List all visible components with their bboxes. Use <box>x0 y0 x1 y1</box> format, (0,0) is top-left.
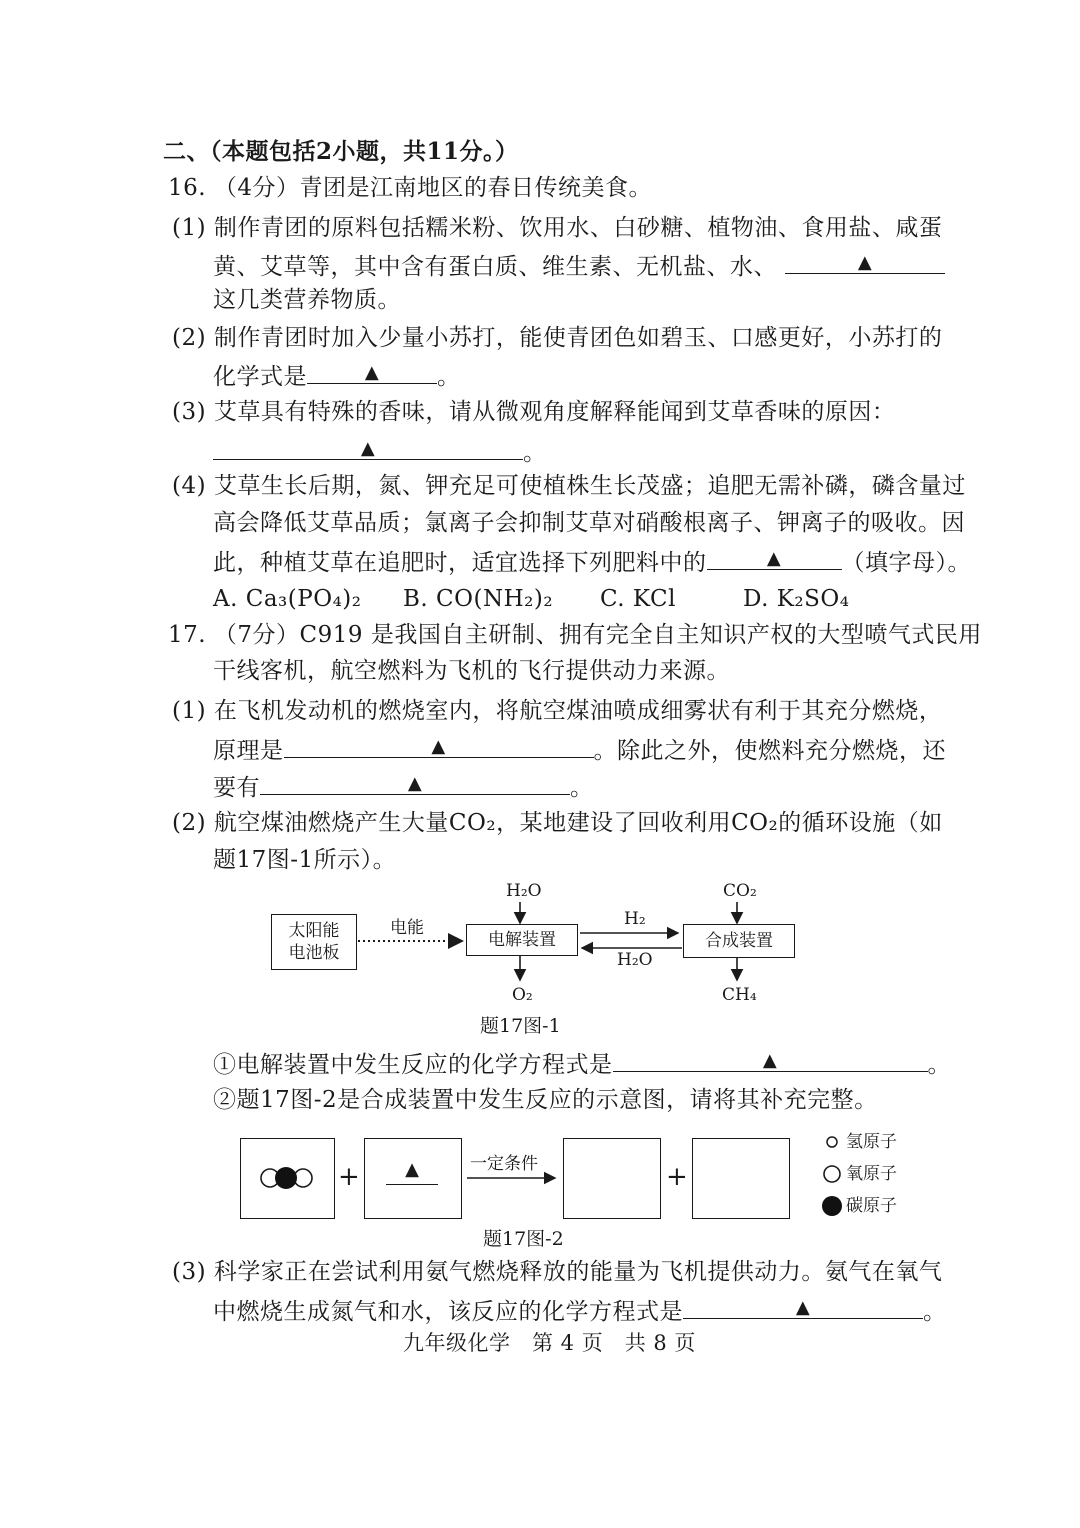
q17-stem-line1: 17. （7分）C919 是我国自主研制、拥有完全自主知识产权的大型喷气式民用 <box>168 622 982 648</box>
q17-part1-text2: 要有 <box>213 775 260 801</box>
answer-marker: ▲ <box>762 1050 778 1071</box>
q16-part2-line2: 化学式是 ▲ 。 <box>213 359 461 392</box>
section-heading: 二、（本题包括2小题，共11分。） <box>163 138 519 165</box>
q17-part2-line2: 题17图-1所示）。 <box>213 847 397 873</box>
product-water-box <box>692 1138 790 1219</box>
q16-part4-text: 此，种植艾草在追肥时，适宜选择下列肥料中的 <box>213 550 707 576</box>
answer-marker: ▲ <box>431 736 446 757</box>
answer-marker: ▲ <box>407 773 423 794</box>
option-b: B. CO(NH₂)₂ <box>403 586 554 612</box>
hydrogen-label: H₂ <box>624 909 646 929</box>
methane-out-label: CH₄ <box>722 985 757 1005</box>
q16-part1-line1: (1) 制作青团的原料包括糯米粉、饮用水、白砂糖、植物油、食用盐、咸蛋 <box>172 215 943 241</box>
reaction-condition: 一定条件 <box>470 1154 538 1174</box>
q17-part1-text: 原理是 <box>213 738 284 764</box>
q17-part3-text: 中燃烧生成氮气和水，该反应的化学方程式是 <box>213 1299 683 1325</box>
q17-sub1-line: ①电解装置中发生反应的化学方程式是 ▲ 。 <box>213 1047 951 1080</box>
answer-marker: ▲ <box>405 1159 419 1180</box>
q16-part4-line1: (4) 艾草生长后期，氮、钾充足可使植株生长茂盛；追肥无需补磷，磷含量过 <box>172 473 966 499</box>
answer-marker: ▲ <box>795 1297 811 1318</box>
q17-part1-line3: 要有 ▲ 。 <box>213 770 594 803</box>
carbon-atom <box>275 1167 297 1189</box>
page-footer: 九年级化学 第 4 页 共 8 页 <box>403 1331 696 1355</box>
electricity-label: 电能 <box>390 918 424 938</box>
q16-part2-text: 化学式是 <box>213 364 307 390</box>
q16-part3-line2: ▲ 。 <box>213 435 547 468</box>
q17-part2-line1: (2) 航空煤油燃烧产生大量CO₂，某地建设了回收利用CO₂的循环设施（如 <box>172 810 943 836</box>
plus-sign: + <box>666 1162 689 1192</box>
option-a: A. Ca₃(PO₄)₂ <box>213 586 362 612</box>
option-c: C. KCl <box>600 586 676 612</box>
legend-oxygen-label: 氧原子 <box>846 1164 897 1184</box>
legend-carbon-label: 碳原子 <box>846 1196 897 1216</box>
q16-part4-hint: （填字母）。 <box>841 550 971 576</box>
q17-part1-cont: 。除此之外，使燃料充分燃烧，还 <box>593 738 946 764</box>
q16-part3-line1: (3) 艾草具有特殊的香味，请从微观角度解释能闻到艾草香味的原因： <box>172 399 896 425</box>
q16-part4-line2: 高会降低艾草品质；氯离子会抑制艾草对硝酸根离子、钾离子的吸收。因 <box>213 510 965 536</box>
figure-17-1-caption: 题17图-1 <box>480 1015 561 1037</box>
solar-panel-label-1: 太阳能 <box>288 921 340 941</box>
water-in-label: H₂O <box>506 881 542 901</box>
water-back-label: H₂O <box>617 950 653 970</box>
q17-sub1-text: ①电解装置中发生反应的化学方程式是 <box>213 1052 613 1078</box>
co2-in-label: CO₂ <box>723 881 757 901</box>
q16-part1-line3: 这几类营养物质。 <box>213 287 401 313</box>
legend-hydrogen-label: 氢原子 <box>846 1132 897 1152</box>
option-d: D. K₂SO₄ <box>743 586 850 612</box>
synthesis-label: 合成装置 <box>705 931 773 951</box>
q17-sub2-line: ②题17图-2是合成装置中发生反应的示意图，请将其补充完整。 <box>213 1087 878 1113</box>
answer-blank[interactable] <box>386 1160 438 1185</box>
answer-blank[interactable] <box>683 1294 923 1319</box>
answer-marker: ▲ <box>766 548 782 569</box>
figure-17-2-caption: 题17图-2 <box>483 1228 564 1250</box>
q16-part2-line1: (2) 制作青团时加入少量小苏打，能使青团色如碧玉、口感更好，小苏打的 <box>172 325 943 351</box>
legend-oxygen-icon <box>824 1166 840 1182</box>
q17-part3-line1: (3) 科学家正在尝试利用氨气燃烧释放的能量为飞机提供动力。氨气在氧气 <box>172 1259 943 1285</box>
legend-carbon-icon <box>822 1196 842 1216</box>
answer-marker: ▲ <box>857 252 873 273</box>
q16-part1-text: 黄、艾草等，其中含有蛋白质、维生素、无机盐、水、 <box>213 254 777 280</box>
q17-part3-line2: 中燃烧生成氮气和水，该反应的化学方程式是 ▲ 。 <box>213 1294 947 1327</box>
q17-stem-line2: 干线客机，航空燃料为飞机的飞行提供动力来源。 <box>213 658 730 684</box>
legend-hydrogen-icon <box>827 1137 837 1147</box>
answer-marker: ▲ <box>364 362 380 383</box>
electrolysis-label: 电解装置 <box>488 930 556 950</box>
q16-stem: 16. （4分）青团是江南地区的春日传统美食。 <box>168 175 653 201</box>
solar-panel-label-2: 电池板 <box>288 943 340 963</box>
product-methane-box <box>563 1138 661 1219</box>
oxygen-out-label: O₂ <box>512 985 533 1005</box>
answer-marker: ▲ <box>360 438 376 459</box>
q17-part1-line1: (1) 在飞机发动机的燃烧室内，将航空煤油喷成细雾状有利于其充分燃烧， <box>172 698 943 724</box>
plus-sign: + <box>338 1162 361 1192</box>
